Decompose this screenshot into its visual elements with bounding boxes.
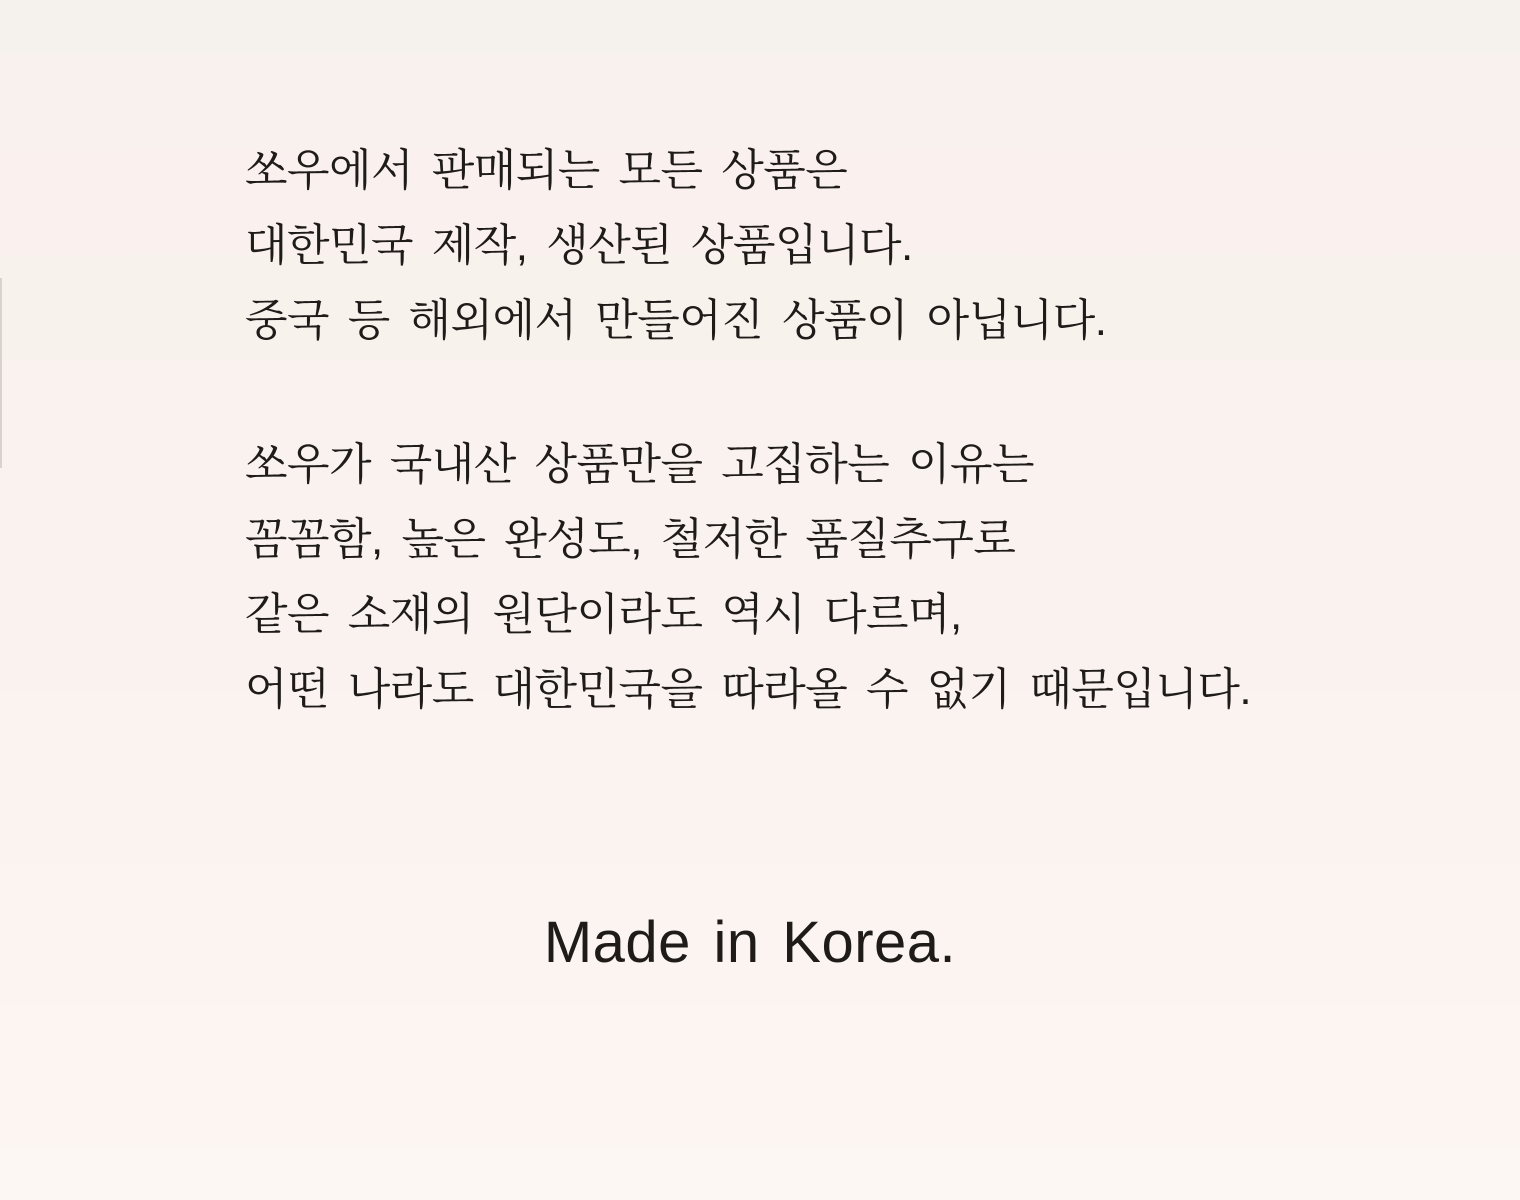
intro-line-1: 쏘우에서 판매되는 모든 상품은 [245, 146, 848, 195]
reason-paragraph [245, 427, 1251, 727]
description-text-block [245, 133, 1251, 727]
intro-paragraph [245, 133, 1251, 358]
reason-line-1: 쏘우가 국내산 상품만을 고집하는 이유는 [245, 440, 1034, 489]
paragraph-gap [245, 358, 1251, 427]
left-edge-artifact-line [0, 278, 2, 468]
intro-line-3: 중국 등 해외에서 만들어진 상품이 아닙니다. [245, 296, 1107, 345]
intro-line-2: 대한민국 제작, 생산된 상품입니다. [245, 221, 913, 270]
made-in-korea-text: Made in Korea. [543, 910, 957, 975]
reason-line-2: 꼼꼼함, 높은 완성도, 철저한 품질추구로 [245, 515, 1016, 564]
reason-line-3: 같은 소재의 원단이라도 역시 다르며, [245, 590, 962, 639]
reason-line-4: 어떤 나라도 대한민국을 따라올 수 없기 때문입니다. [245, 665, 1252, 714]
